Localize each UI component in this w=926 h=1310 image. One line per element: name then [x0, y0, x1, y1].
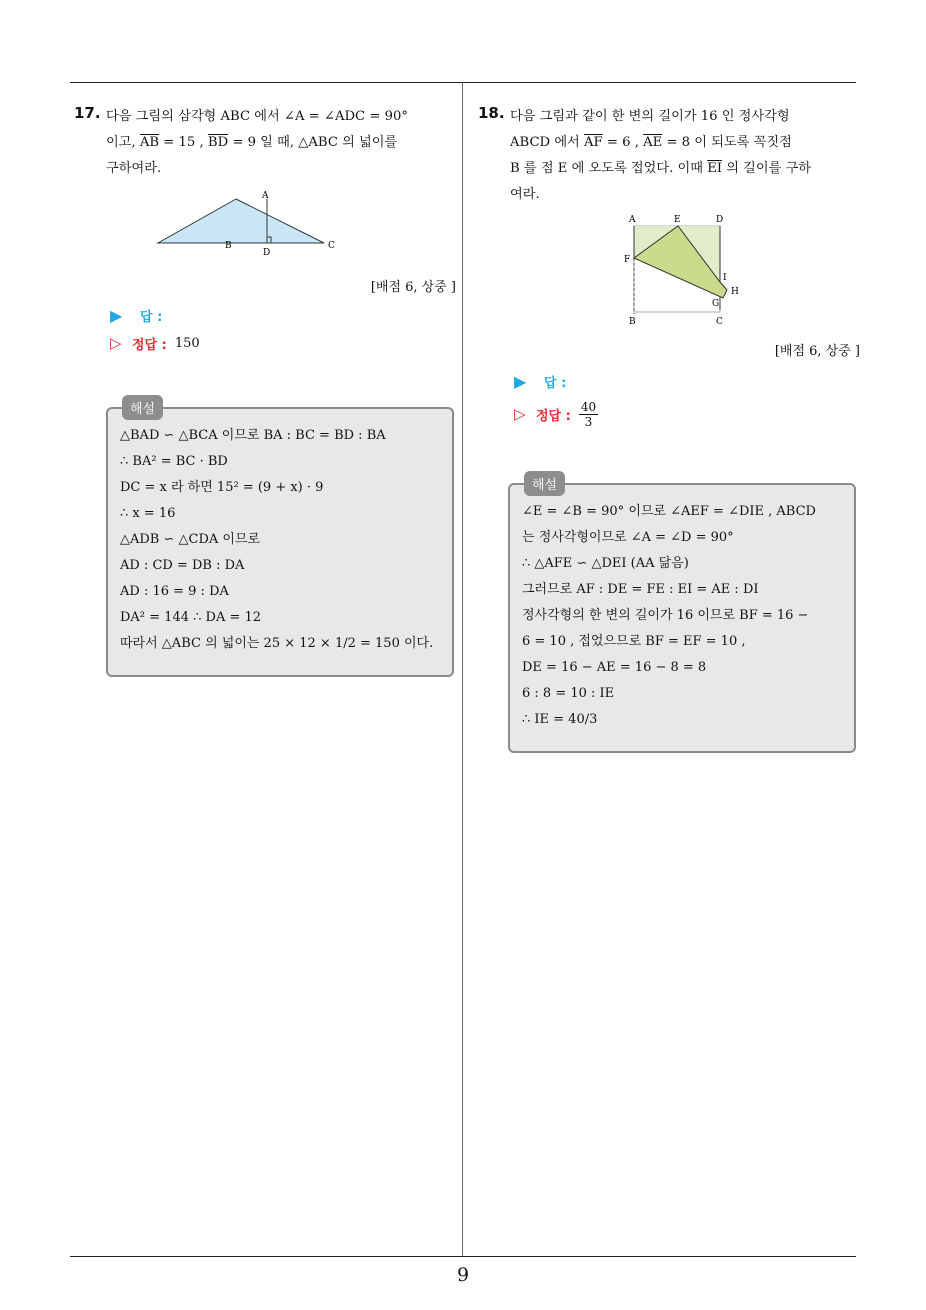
question-17: [74, 104, 456, 677]
correct-label: 정답 :: [132, 337, 167, 353]
bottom-rule: [70, 1256, 856, 1257]
play-icon: ▶: [110, 305, 123, 325]
answer-block: [514, 369, 860, 431]
label-F: F: [624, 255, 631, 265]
solution-line: DC = x 라 하면 15² = (9 + x) · 9: [120, 480, 324, 495]
question-line: 다음 그림과 같이 한 변의 길이가 16 인 정사각형: [510, 109, 790, 124]
label-B: B: [629, 317, 636, 327]
solution-box: [106, 402, 454, 677]
label-C: C: [716, 317, 723, 327]
solution-body: [510, 485, 854, 751]
triangle-figure: [74, 188, 456, 270]
question-text: [510, 104, 811, 208]
label-G: G: [712, 299, 720, 309]
solution-line: △BAD ∽ △BCA 이므로 BA : BC = BD : BA: [120, 428, 386, 443]
play-outline-icon: ▷: [110, 334, 122, 352]
solution-line: AD : 16 = 9 : DA: [120, 584, 229, 599]
question-line: 구하여라.: [106, 161, 162, 176]
solution-line: ∴ △AFE ∽ △DEI (AA 닮음): [522, 556, 689, 571]
correct-value: 150: [174, 335, 200, 351]
solution-line: 는 정사각형이므로 ∠A = ∠D = 90°: [522, 530, 734, 545]
correct-label: 정답 :: [536, 408, 571, 424]
solution-tag: 해설: [524, 471, 565, 496]
points-label: [배점 6, 상중 ]: [370, 280, 456, 295]
solution-line: AD : CD = DB : DA: [120, 558, 245, 573]
question-line: ABCD 에서 $\overline{AF} = 6$ , $\overline{AE} = 8$ 이 되도록 꼭짓점: [510, 135, 792, 150]
question-line: 이고, $\overline{AB} = 15$ , $\overline{BD} = 9$ 일 때, △ABC 의 넓이를: [106, 135, 398, 150]
label-I: I: [723, 273, 727, 283]
label-A: A: [629, 215, 636, 225]
question-line: 여라.: [510, 187, 540, 202]
answer-block: [110, 303, 456, 355]
play-outline-icon: ▷: [514, 405, 526, 423]
question-line: 다음 그림의 삼각형 ABC 에서 ∠A = ∠ADC = 90°: [106, 109, 408, 124]
play-icon: ▶: [514, 371, 527, 391]
square-fold-figure: [478, 212, 860, 334]
question-number: 17.: [74, 104, 101, 122]
label-H: H: [731, 287, 739, 297]
question-line: B 를 점 E 에 오도록 접었다. 이때 $\overline{EI}$ 의 길이를 구하: [510, 161, 812, 176]
solution-line: ∴ IE = 40/3: [522, 712, 598, 727]
solution-body: [108, 409, 452, 675]
page-number: 9: [456, 1264, 470, 1286]
fraction-denominator: 3: [584, 414, 593, 429]
label-E: E: [674, 215, 681, 225]
solution-line: 그러므로 AF : DE = FE : EI = AE : DI: [522, 582, 759, 597]
answer-label: 답 :: [140, 309, 163, 325]
solution-line: ∴ BA² = BC · BD: [120, 454, 228, 469]
question-text: [106, 104, 408, 182]
solution-line: 정사각형의 한 변의 길이가 16 이므로 BF = 16 −: [522, 608, 809, 623]
solution-line: DA² = 144 ∴ DA = 12: [120, 610, 262, 625]
solution-line: 6 = 10 , 접었으므로 BF = EF = 10 ,: [522, 634, 746, 649]
solution-line: ∠E = ∠B = 90° 이므로 ∠AEF = ∠DIE , ABCD: [522, 504, 816, 519]
correct-fraction: [579, 400, 598, 429]
points-label: [배점 6, 상중 ]: [774, 344, 860, 359]
solution-line: 6 : 8 = 10 : IE: [522, 686, 615, 701]
solution-line: DE = 16 − AE = 16 − 8 = 8: [522, 660, 707, 675]
solution-line: ∴ x = 16: [120, 506, 176, 521]
question-number: 18.: [478, 104, 505, 122]
solution-tag: 해설: [122, 395, 163, 420]
label-C: C: [328, 241, 335, 251]
question-18: [478, 104, 860, 753]
label-D: D: [716, 215, 724, 225]
label-B: B: [225, 241, 232, 251]
solution-box: [508, 478, 856, 753]
answer-label: 답 :: [544, 375, 567, 391]
solution-line: 따라서 △ABC 의 넓이는 25 × 12 × 1/2 = 150 이다.: [120, 636, 434, 651]
label-D: D: [263, 248, 271, 258]
top-rule: [70, 82, 856, 83]
column-divider: [462, 83, 463, 1257]
label-A: A: [262, 191, 269, 201]
fraction-numerator: 40: [580, 399, 597, 414]
solution-line: △ADB ∽ △CDA 이므로: [120, 532, 261, 547]
